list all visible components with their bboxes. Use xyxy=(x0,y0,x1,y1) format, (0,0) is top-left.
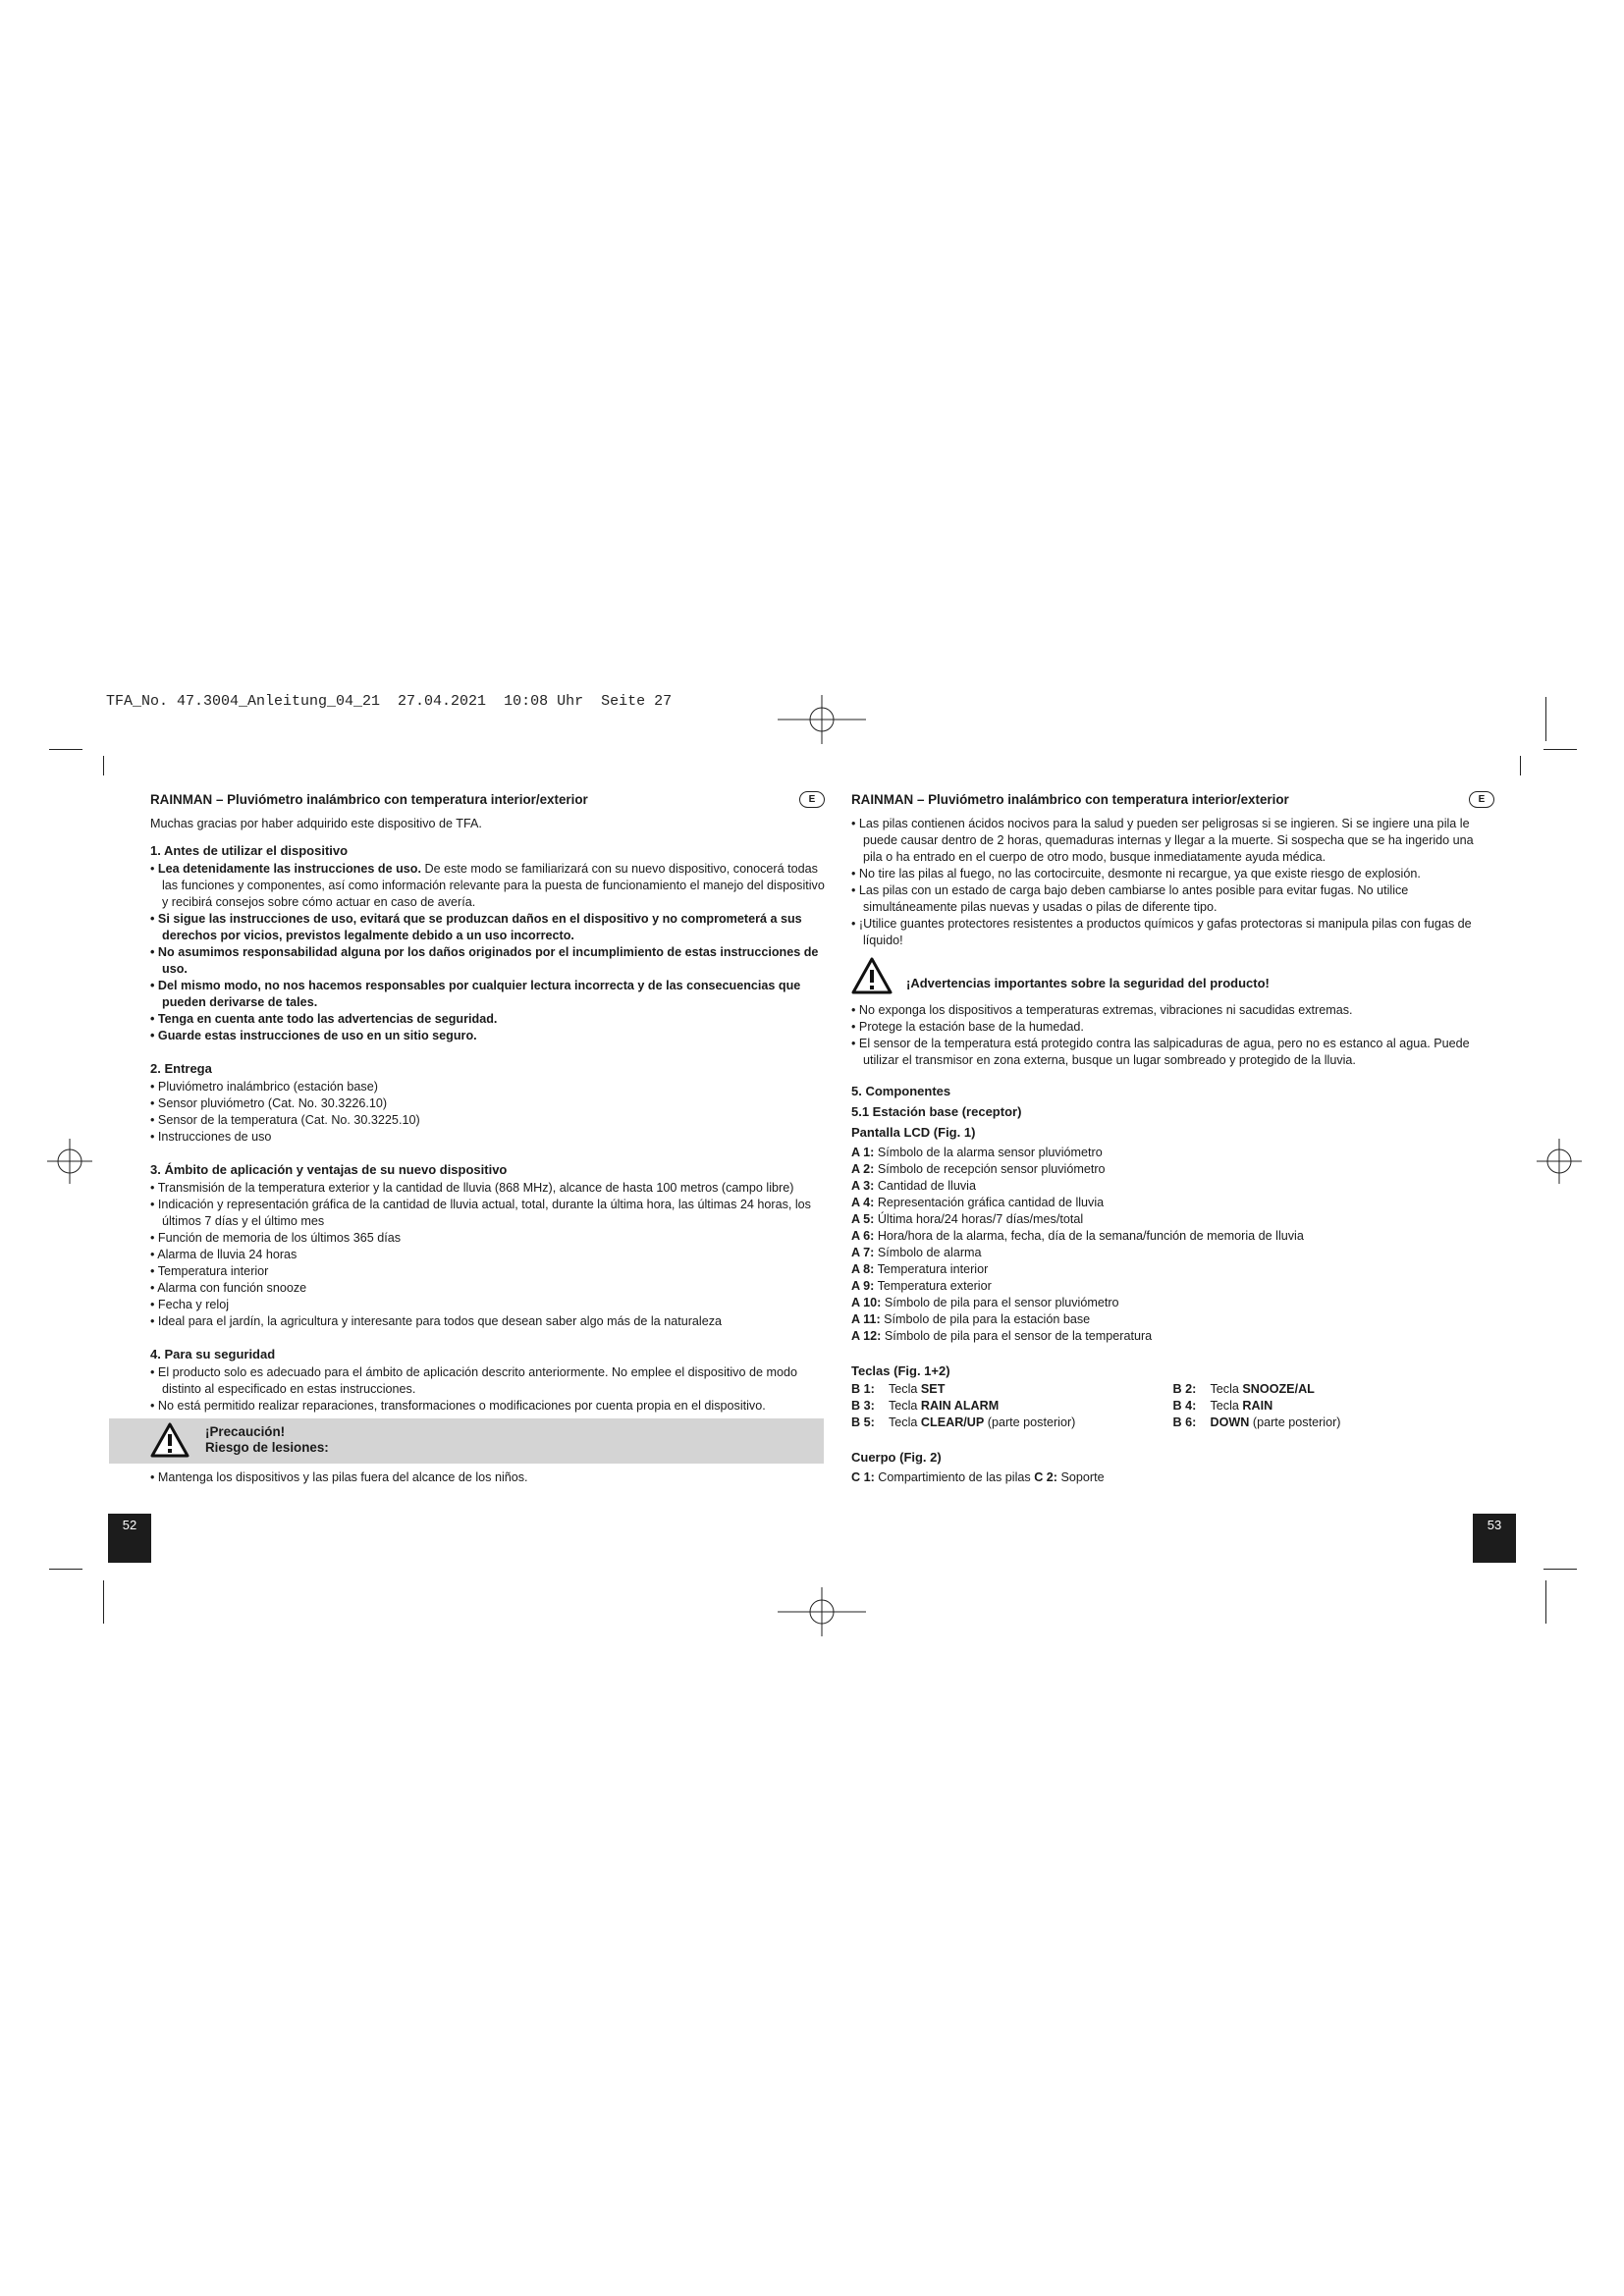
list-item: • Sensor pluviómetro (Cat. No. 30.3226.10) xyxy=(150,1096,388,1110)
key-name: SET xyxy=(920,1382,946,1396)
key-row xyxy=(851,1415,1173,1431)
key-name: DOWN xyxy=(1210,1415,1250,1429)
list-item-text: Instrucciones de uso xyxy=(157,1130,272,1144)
list-item-text: Ideal para el jardín, la agricultura y interesante para todos que desean saber algo más de la naturaleza xyxy=(157,1314,723,1328)
item-text: Símbolo de alarma xyxy=(874,1246,982,1259)
key-name: RAIN xyxy=(1242,1399,1273,1413)
item-key: A 2: xyxy=(851,1162,875,1176)
key-code: B 2: xyxy=(1172,1382,1197,1396)
language-badge: E xyxy=(1469,791,1494,808)
list-item: • Transmisión de la temperatura exterior y la cantidad de lluvia (868 MHz), alcance de hasta 100 metros (campo libre) xyxy=(150,1181,794,1195)
list-item: • Alarma de lluvia 24 horas xyxy=(150,1248,298,1261)
list-item-text: Fecha y reloj xyxy=(157,1298,230,1311)
key-prefix: Tecla xyxy=(889,1415,921,1429)
list-item-text: Función de memoria de los últimos 365 días xyxy=(157,1231,402,1245)
list-item xyxy=(851,1278,1494,1295)
key-code: B 4: xyxy=(1172,1399,1197,1413)
list-item: • Tenga en cuenta ante todo las advertencias de seguridad. xyxy=(150,1012,498,1026)
item-text: Símbolo de la alarma sensor pluviómetro xyxy=(874,1146,1103,1159)
list-item-text: No está permitido realizar reparaciones, transformaciones o modificaciones por cuenta propia en el dispositivo. xyxy=(157,1399,766,1413)
key-code: B 1: xyxy=(851,1382,875,1396)
list-item-text: Alarma con función snooze xyxy=(157,1281,307,1295)
crop-mark xyxy=(1543,1569,1577,1570)
list-item: • Guarde estas instrucciones de uso en un sitio seguro. xyxy=(150,1029,477,1042)
key-row xyxy=(1173,1415,1495,1431)
list-item: • No tire las pilas al fuego, no las cortocircuite, desmonte ni recargue, ya que existe riesgo de explosión. xyxy=(851,867,1421,881)
warning-icon xyxy=(851,957,893,994)
list-item-text: Tenga en cuenta ante todo las advertencias de seguridad. xyxy=(157,1012,498,1026)
list-item-bold: Lea detenidamente las instrucciones de uso. xyxy=(157,862,421,876)
item-text: Símbolo de pila para la estación base xyxy=(880,1312,1091,1326)
keys-column xyxy=(1173,1381,1495,1431)
caution-text xyxy=(205,1424,329,1456)
key-prefix: Tecla xyxy=(889,1399,921,1413)
key-code: B 5: xyxy=(851,1415,875,1429)
list-item-text: Guarde estas instrucciones de uso en un sitio seguro. xyxy=(157,1029,477,1042)
print-slug-line: TFA_No. 47.3004_Anleitung_04_21 27.04.2021 10:08 Uhr Seite 27 xyxy=(106,693,673,710)
item-key: A 9: xyxy=(851,1279,875,1293)
list-item-text: Indicación y representación gráfica de la cantidad de lluvia actual, total, durante la última hora, las últimas 24 horas, los últimos 7 días y el último mes xyxy=(157,1198,811,1228)
page-number: 52 xyxy=(108,1514,151,1563)
list-item xyxy=(851,1245,1494,1261)
list-item-text: Del mismo modo, no nos hacemos responsables por cualquier lectura incorrecta y de las consecuencias que pueden derivarse de tales. xyxy=(157,979,801,1009)
list-item-text: Si sigue las instrucciones de uso, evitará que se produzcan daños en el dispositivo y no comprometerá a sus derechos por vicios, previstos legalmente debido a un uso incorrecto. xyxy=(157,912,802,942)
list-item: • Alarma con función snooze xyxy=(150,1281,307,1295)
list-item-text: Sensor de la temperatura (Cat. No. 30.3225.10) xyxy=(157,1113,420,1127)
key-row xyxy=(1173,1381,1495,1398)
list-item-text: Las pilas contienen ácidos nocivos para la salud y pueden ser peligrosas si se ingieren. Si se ingiere una pila le puede causar dentro de 2 horas, quemaduras internas y llegar a la muerte. Si sospecha que se ha ingerido una pila o ha entrado en el cuerpo de otro modo, busque inmediatamente ayuda médica. xyxy=(858,817,1474,864)
crop-mark xyxy=(49,1569,82,1570)
list-item xyxy=(851,1178,1494,1195)
item-text: Última hora/24 horas/7 días/mes/total xyxy=(874,1212,1084,1226)
list-item: • Indicación y representación gráfica de la cantidad de lluvia actual, total, durante la última hora, las últimas 24 horas, los últimos 7 días y el último mes xyxy=(150,1198,811,1228)
warning-icon xyxy=(150,1422,189,1458)
list-item: • Fecha y reloj xyxy=(150,1298,230,1311)
caution-banner xyxy=(109,1418,824,1464)
list-item: • El producto solo es adecuado para el ámbito de aplicación descrito anteriormente. No emplee el dispositivo de modo distinto al especificado en estas instrucciones. xyxy=(150,1365,797,1396)
intro-text: Muchas gracias por haber adquirido este dispositivo de TFA. xyxy=(150,817,482,830)
item-key: A 6: xyxy=(851,1229,875,1243)
item-text: Representación gráfica cantidad de lluvia xyxy=(874,1196,1105,1209)
keys-table xyxy=(851,1381,1494,1431)
body-components xyxy=(851,1469,1494,1486)
list-item: • Pluviómetro inalámbrico (estación base) xyxy=(150,1080,378,1094)
key-name: CLEAR/UP xyxy=(920,1415,985,1429)
item-text: Hora/hora de la alarma, fecha, día de la semana/función de memoria de lluvia xyxy=(874,1229,1304,1243)
item-key: A 5: xyxy=(851,1212,875,1226)
subsection-title: 5.1 Estación base (receptor) xyxy=(851,1104,1022,1119)
item-key: C 2: xyxy=(1034,1470,1057,1484)
list-item xyxy=(851,1228,1494,1245)
list-item xyxy=(851,1211,1494,1228)
section-title: Cuerpo (Fig. 2) xyxy=(851,1450,942,1465)
caution-subtitle: Riesgo de lesiones: xyxy=(205,1440,329,1455)
item-text: Temperatura exterior xyxy=(874,1279,992,1293)
list-item: • ¡Utilice guantes protectores resistentes a productos químicos y gafas protectoras si manipula pilas con fugas de líquido! xyxy=(851,917,1472,947)
header-title: RAINMAN – Pluviómetro inalámbrico con temperatura interior/exterior xyxy=(150,792,588,807)
item-key: A 8: xyxy=(851,1262,875,1276)
crop-mark xyxy=(103,1580,104,1624)
list-item-text: Protege la estación base de la humedad. xyxy=(858,1020,1084,1034)
running-header xyxy=(150,790,825,810)
list-item-text: Sensor pluviómetro (Cat. No. 30.3226.10) xyxy=(157,1096,388,1110)
item-key: A 4: xyxy=(851,1196,875,1209)
crop-mark xyxy=(1545,697,1546,741)
list-item: • Protege la estación base de la humedad. xyxy=(851,1020,1084,1034)
key-note: (parte posterior) xyxy=(1249,1415,1341,1429)
list-item: • Función de memoria de los últimos 365 días xyxy=(150,1231,402,1245)
list-item xyxy=(851,1311,1494,1328)
key-name: RAIN ALARM xyxy=(920,1399,1000,1413)
list-item: • Las pilas con un estado de carga bajo deben cambiarse lo antes posible para evitar fugas. No utilice simultáneamente pilas nuevas y usadas o pilas de diferente tipo. xyxy=(851,883,1409,914)
item-key: C 1: xyxy=(851,1470,875,1484)
key-row xyxy=(1173,1398,1495,1415)
list-item xyxy=(851,1328,1494,1345)
registration-mark xyxy=(778,1587,866,1636)
item-key: A 3: xyxy=(851,1179,875,1193)
list-item xyxy=(851,1195,1494,1211)
list-item-text: Temperatura interior xyxy=(157,1264,269,1278)
key-row xyxy=(851,1381,1173,1398)
registration-mark xyxy=(1537,1139,1582,1184)
list-item-text: El producto solo es adecuado para el ámbito de aplicación descrito anteriormente. No emplee el dispositivo de modo distinto al especificado en estas instrucciones. xyxy=(157,1365,797,1396)
list-item-text: El sensor de la temperatura está protegido contra las salpicaduras de agua, pero no es estanco al agua. Puede utilizar el transmisor en zona externa, busque un lugar sombreado y protegido de la lluvia. xyxy=(858,1037,1470,1067)
list-item xyxy=(851,1261,1494,1278)
crop-mark xyxy=(103,756,104,775)
section-title: 2. Entrega xyxy=(150,1061,212,1076)
key-row xyxy=(851,1398,1173,1415)
item-text: Soporte xyxy=(1056,1470,1105,1484)
section-title: 1. Antes de utilizar el dispositivo xyxy=(150,843,349,858)
item-key: A 1: xyxy=(851,1146,875,1159)
key-prefix: Tecla xyxy=(889,1382,921,1396)
crop-mark xyxy=(1520,756,1521,775)
list-item: • El sensor de la temperatura está protegido contra las salpicaduras de agua, pero no es estanco al agua. Puede utilizar el transmisor en zona externa, busque un lugar sombreado y protegido de la lluvia. xyxy=(851,1037,1470,1067)
item-key: A 10: xyxy=(851,1296,882,1309)
item-text: Símbolo de recepción sensor pluviómetro xyxy=(874,1162,1106,1176)
page-number: 53 xyxy=(1473,1514,1516,1563)
key-prefix: Tecla xyxy=(1210,1399,1243,1413)
section-title: Teclas (Fig. 1+2) xyxy=(851,1363,950,1378)
key-code: B 3: xyxy=(851,1399,875,1413)
item-key: A 11: xyxy=(851,1312,881,1326)
list-item: • Instrucciones de uso xyxy=(150,1130,272,1144)
language-badge: E xyxy=(799,791,825,808)
list-item-text: ¡Utilice guantes protectores resistentes a productos químicos y gafas protectoras si manipula pilas con fugas de líquido! xyxy=(858,917,1472,947)
safety-warning-heading xyxy=(851,957,1494,998)
key-prefix: Tecla xyxy=(1210,1382,1243,1396)
list-item-text: No tire las pilas al fuego, no las cortocircuite, desmonte ni recargue, ya que existe riesgo de explosión. xyxy=(858,867,1421,881)
list-item: • Las pilas contienen ácidos nocivos para la salud y pueden ser peligrosas si se ingieren. Si se ingiere una pila le puede causar dentro de 2 horas, quemaduras internas y llegar a la muerte. Si sospecha que se ha ingerido una pila o ha entrado en el cuerpo de otro modo, busque inmediatamente ayuda médica. xyxy=(851,817,1474,864)
list-item: • No está permitido realizar reparaciones, transformaciones o modificaciones por cuenta propia en el dispositivo. xyxy=(150,1399,766,1413)
list-item xyxy=(851,1145,1494,1161)
item-text: Cantidad de lluvia xyxy=(874,1179,976,1193)
subsection-title: Pantalla LCD (Fig. 1) xyxy=(851,1125,976,1140)
right-page xyxy=(851,790,1494,1486)
section-title: 5. Componentes xyxy=(851,1084,951,1098)
list-item: • Lea detenidamente las instrucciones de uso. De este modo se familiarizará con su nuevo dispositivo, conocerá todas las funciones y componentes, así como información relevante para la puesta de funcionamiento el manejo del dispositivo y recibirá consejos sobre cómo actuar en caso de avería. xyxy=(150,862,825,909)
lcd-components-list xyxy=(851,1145,1494,1345)
key-name: SNOOZE/AL xyxy=(1242,1382,1315,1396)
list-item: • No exponga los dispositivos a temperaturas extremas, vibraciones ni sacudidas extremas. xyxy=(851,1003,1353,1017)
list-item-text: De este modo se familiarizará con su nuevo dispositivo, conocerá todas las funciones y componentes, así como información relevante para la puesta de funcionamiento el manejo del dispositivo y recibirá consejos sobre cómo actuar en caso de avería. xyxy=(162,862,825,909)
list-item: • Ideal para el jardín, la agricultura y interesante para todos que desean saber algo más de la naturaleza xyxy=(150,1314,723,1328)
list-item: • Si sigue las instrucciones de uso, evitará que se produzcan daños en el dispositivo y no comprometerá a sus derechos por vicios, previstos legalmente debido a un uso incorrecto. xyxy=(150,912,802,942)
list-item-text: Alarma de lluvia 24 horas xyxy=(157,1248,298,1261)
list-item-text: No asumimos responsabilidad alguna por los daños originados por el incumplimiento de estas instrucciones de uso. xyxy=(157,945,819,976)
list-item-text: No exponga los dispositivos a temperaturas extremas, vibraciones ni sacudidas extremas. xyxy=(858,1003,1353,1017)
section-title: 3. Ámbito de aplicación y ventajas de su nuevo dispositivo xyxy=(150,1162,508,1177)
list-item: • Sensor de la temperatura (Cat. No. 30.3225.10) xyxy=(150,1113,420,1127)
registration-mark xyxy=(47,1139,92,1184)
list-item-text: Transmisión de la temperatura exterior y la cantidad de lluvia (868 MHz), alcance de hasta 100 metros (campo libre) xyxy=(157,1181,794,1195)
caution-title: ¡Precaución! xyxy=(205,1424,286,1439)
list-item: • Temperatura interior xyxy=(150,1264,269,1278)
item-text: Símbolo de pila para el sensor de la temperatura xyxy=(881,1329,1153,1343)
keys-column xyxy=(851,1381,1173,1431)
list-item: • Mantenga los dispositivos y las pilas fuera del alcance de los niños. xyxy=(150,1470,528,1484)
list-item-text: Pluviómetro inalámbrico (estación base) xyxy=(157,1080,378,1094)
registration-mark xyxy=(778,695,866,744)
list-item xyxy=(851,1161,1494,1178)
running-header xyxy=(851,790,1494,810)
item-key: A 12: xyxy=(851,1329,882,1343)
list-item: • No asumimos responsabilidad alguna por los daños originados por el incumplimiento de estas instrucciones de uso. xyxy=(150,945,819,976)
list-item-text: Las pilas con un estado de carga bajo deben cambiarse lo antes posible para evitar fugas. No utilice simultáneamente pilas nuevas y usadas o pilas de diferente tipo. xyxy=(858,883,1409,914)
list-item xyxy=(851,1295,1494,1311)
list-item-text: Mantenga los dispositivos y las pilas fuera del alcance de los niños. xyxy=(157,1470,528,1484)
item-text: Temperatura interior xyxy=(874,1262,989,1276)
key-code: B 6: xyxy=(1172,1415,1197,1429)
item-text: Símbolo de pila para el sensor pluviómetro xyxy=(881,1296,1119,1309)
left-page xyxy=(150,790,825,1486)
header-title: RAINMAN – Pluviómetro inalámbrico con temperatura interior/exterior xyxy=(851,792,1289,807)
crop-mark xyxy=(1543,749,1577,750)
crop-mark xyxy=(49,749,82,750)
item-text: Compartimiento de las pilas xyxy=(874,1470,1035,1484)
key-note: (parte posterior) xyxy=(984,1415,1076,1429)
section-title: 4. Para su seguridad xyxy=(150,1347,276,1362)
crop-mark xyxy=(1545,1580,1546,1624)
item-key: A 7: xyxy=(851,1246,875,1259)
list-item: • Del mismo modo, no nos hacemos responsables por cualquier lectura incorrecta y de las consecuencias que pueden derivarse de tales. xyxy=(150,979,801,1009)
warning-title: ¡Advertencias importantes sobre la seguridad del producto! xyxy=(906,976,1270,990)
